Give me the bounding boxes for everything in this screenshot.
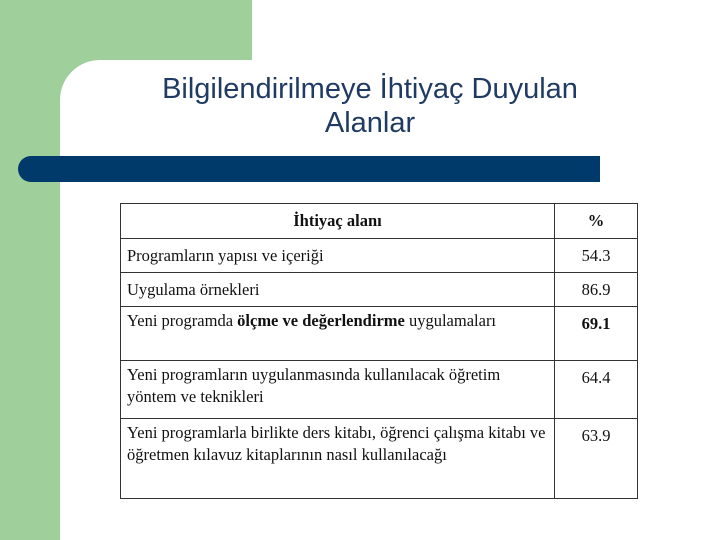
title-divider-bar [18, 156, 600, 182]
decorative-green-left [0, 0, 60, 540]
header-percent: % [555, 204, 638, 239]
table-row [121, 419, 638, 499]
row-label: Uygulama örnekleri [121, 273, 555, 307]
title-line-2: Alanlar [324, 107, 416, 139]
row-label-pre: Yeni programda [127, 311, 238, 330]
row-label [121, 307, 555, 361]
header-need-area: İhtiyaç alanı [121, 204, 555, 239]
table-row [121, 273, 638, 307]
row-value: 69.1 [555, 307, 638, 361]
slide-title [100, 72, 640, 140]
table-row [121, 307, 638, 361]
table-row [121, 361, 638, 419]
row-label-bold: ölçme ve değerlendirme [237, 311, 405, 330]
row-label: Yeni programların uygulanmasında kullanılacak öğretim yöntem ve teknikleri [121, 361, 555, 419]
needs-table [120, 203, 638, 499]
row-value: 54.3 [555, 239, 638, 273]
row-value: 63.9 [555, 419, 638, 499]
table-row [121, 239, 638, 273]
row-label: Yeni programlarla birlikte ders kitabı, öğrenci çalışma kitabı ve öğretmen kılavuz kitaplarının nasıl kullanılacağı [121, 419, 555, 499]
row-value: 64.4 [555, 361, 638, 419]
row-label: Programların yapısı ve içeriği [121, 239, 555, 273]
row-value: 86.9 [555, 273, 638, 307]
table-header-row [121, 204, 638, 239]
title-line-1: Bilgilendirilmeye İhtiyaç Duyulan [162, 73, 578, 105]
row-label-post: uygulamaları [404, 311, 497, 330]
